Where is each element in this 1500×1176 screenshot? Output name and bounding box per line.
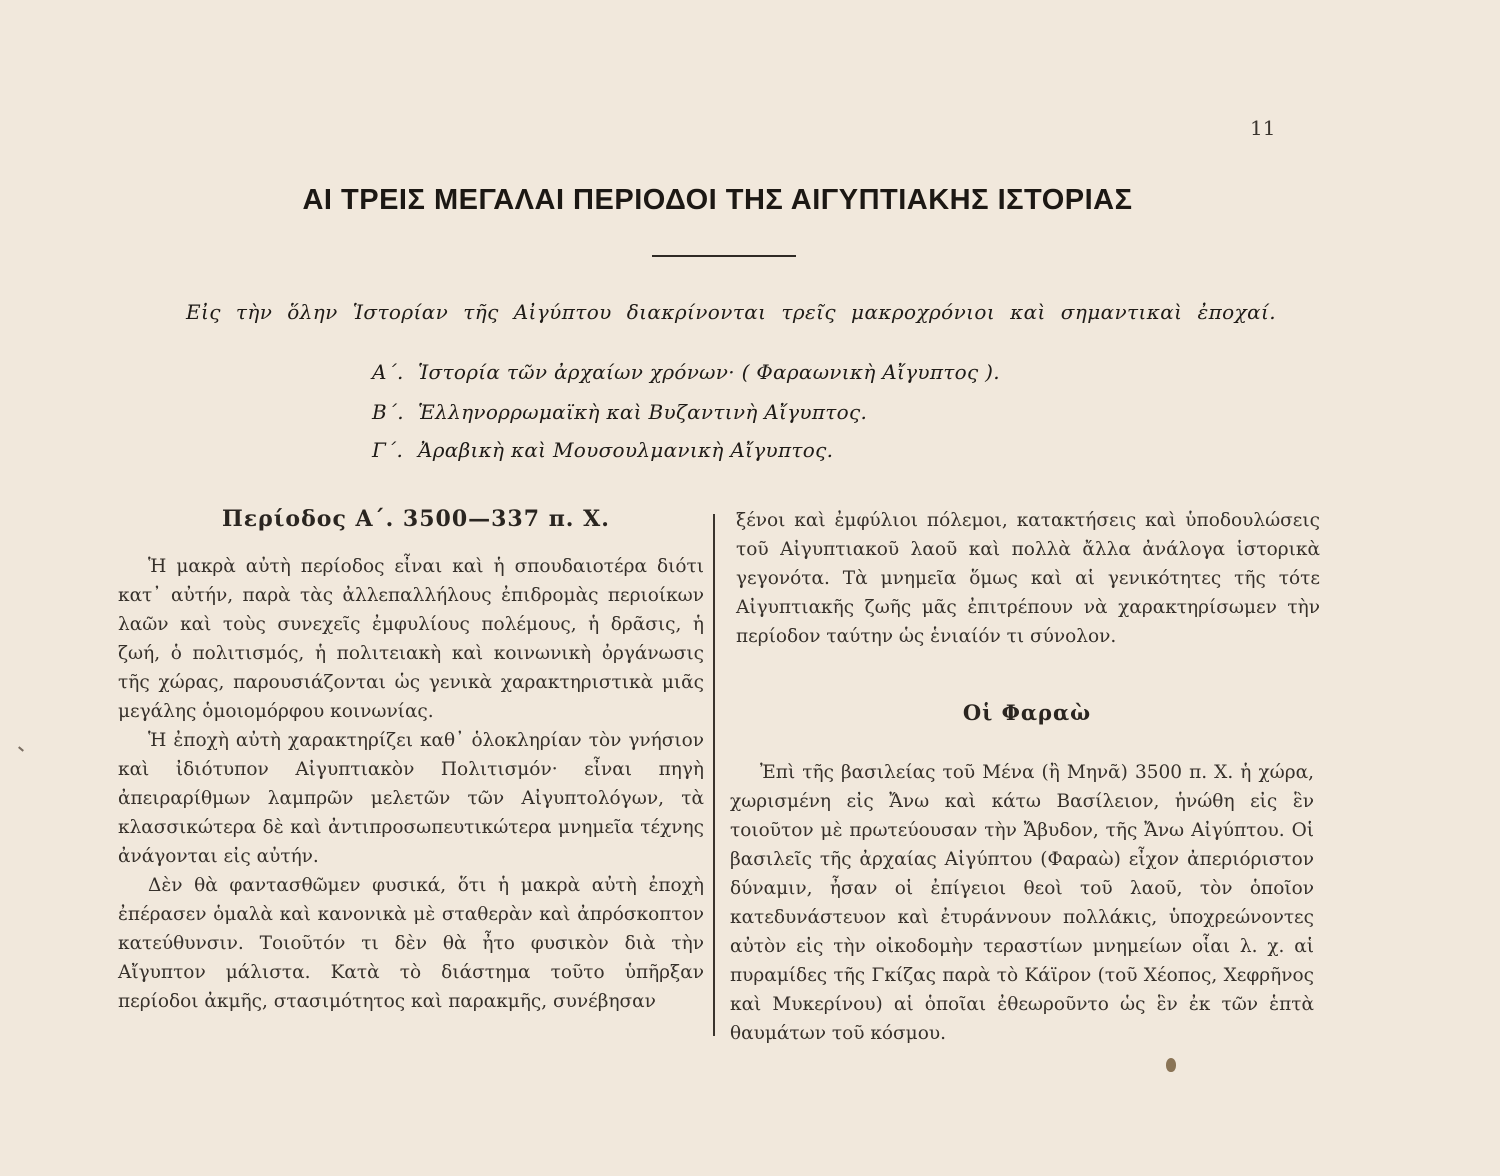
right-column-pharaohs [730, 758, 1314, 1048]
intro-sentence: Εἰς τὴν ὅλην Ἱστορίαν τῆς Αἰγύπτου διακρίνονται τρεῖς μακροχρόνιοι καὶ σημαντικαὶ ἐποχαί. [186, 300, 1276, 324]
paragraph: Ἡ ἐποχὴ αὐτὴ χαρακτηρίζει καθ᾽ ὁλοκληρίαν τὸν γνήσιον καὶ ἰδιότυπον Αἰγυπτιακὸν Πολιτισμόν· εἶναι πηγὴ ἀπειραρίθμων λαμπρῶν μελετῶν τῶν Αἰγυπτολόγων, τὰ κλασσικώτερα δὲ καὶ ἀντιπροσωπευτικώτερα μνημεῖα τέχνης ἀνάγονται εἰς αὐτήν. [118, 730, 704, 867]
epoch-number: Β΄. [372, 400, 404, 424]
ornament-icon [1166, 1058, 1176, 1072]
title-divider [652, 255, 796, 257]
epoch-number: Γ΄. [372, 438, 404, 462]
epoch-text: Ἑλληνορρωμαϊκὴ καὶ Βυζαντινὴ Αἴγυπτος. [418, 400, 868, 424]
page-title: ΑΙ ΤΡΕΙΣ ΜΕΓΑΛΑΙ ΠΕΡΙΟΔΟΙ ΤΗΣ ΑΙΓΥΠΤΙΑΚΗΣ ΙΣΤΟΡΙΑΣ [302, 184, 1133, 216]
right-column-continuation [736, 506, 1320, 651]
paragraph: ξένοι καὶ ἐμφύλιοι πόλεμοι, κατακτήσεις καὶ ὑποδουλώσεις τοῦ Αἰγυπτιακοῦ λαοῦ καὶ πολλὰ ἄλλα ἀνάλογα ἱστορικὰ γεγονότα. Τὰ μνημεῖα ὅμως καὶ αἱ γενικότητες τῆς τότε Αἰγυπτιακῆς ζωῆς μᾶς ἐπιτρέπουν νὰ χαρακτηρίσωμεν τὴν περίοδον ταύτην ὡς ἑνιαίόν τι σύνολον. [736, 510, 1320, 647]
column-divider [713, 514, 715, 1036]
epoch-item [372, 360, 1000, 384]
epoch-text: Ἀραβικὴ καὶ Μουσουλμανικὴ Αἴγυπτος. [418, 438, 834, 462]
margin-mark-icon [18, 746, 24, 751]
section-heading-pharaohs: Οἱ Φαραὼ [962, 700, 1092, 725]
epoch-text: Ἱστορία τῶν ἀρχαίων χρόνων· ( Φαραωνικὴ Αἴγυπτος ). [418, 360, 1000, 384]
left-column [118, 552, 704, 1016]
epoch-number: Α΄. [372, 360, 404, 384]
page-number: 11 [1250, 116, 1276, 140]
epoch-item [372, 400, 867, 424]
epoch-item [372, 438, 833, 462]
paragraph: Δὲν θὰ φαντασθῶμεν φυσικά, ὅτι ἡ μακρὰ αὐτὴ ἐποχὴ ἐπέρασεν ὁμαλὰ καὶ κανονικὰ μὲ σταθερὰν καὶ ἀπρόσκοπτον κατεύθυνσιν. Τοιοῦτόν τι δὲν θὰ ἦτο φυσικὸν διὰ τὴν Αἴγυπτον μάλιστα. Κατὰ τὸ διάστημα τοῦτο ὑπῆρξαν περίοδοι ἀκμῆς, στασιμότητος καὶ παρακμῆς, συνέβησαν [118, 875, 704, 1012]
section-heading-period-a: Περίοδος Α΄. 3500—337 π. Χ. [222, 506, 610, 532]
paragraph: Ἡ μακρὰ αὐτὴ περίοδος εἶναι καὶ ἡ σπουδαιοτέρα διότι κατ᾽ αὐτήν, παρὰ τὰς ἀλλεπαλλήλους ἐπιδρομὰς περιοίκων λαῶν καὶ τοὺς συνεχεῖς ἐμφυλίους πολέμους, ἡ δρᾶσις, ἡ ζωή, ὁ πολιτισμός, ἡ πολιτειακὴ καὶ κοινωνικὴ ὀργάνωσις τῆς χώρας, παρουσιάζονται ὡς γενικὰ χαρακτηριστικὰ μιᾶς μεγάλης ὁμοιομόρφου κοινωνίας. [118, 556, 704, 722]
paragraph: Ἐπὶ τῆς βασιλείας τοῦ Μένα (ἢ Μηνᾶ) 3500 π. Χ. ἡ χώρα, χωρισμένη εἰς Ἄνω καὶ κάτω Βασίλειον, ἡνώθη εἰς ἓν τοιοῦτον μὲ πρωτεύουσαν τὴν Ἄβυδον, τῆς Ἄνω Αἰγύπτου. Οἱ βασιλεῖς τῆς ἀρχαίας Αἰγύπτου (Φαραὼ) εἶχον ἀπεριόριστον δύναμιν, ἦσαν οἱ ἐπίγειοι θεοὶ τοῦ λαοῦ, τὸν ὁποῖον κατεδυνάστευον καὶ ἐτυράννουν πολλάκις, ὑποχρεώνοντες αὐτὸν εἰς τὴν οἰκοδομὴν τεραστίων μνημείων οἷαι λ. χ. αἱ πυραμίδες τῆς Γκίζας παρὰ τὸ Κάϊρον (τοῦ Χέοπος, Χεφρῆνος καὶ Μυκερίνου) αἱ ὁποῖαι ἐθεωροῦντο ὡς ἓν ἐκ τῶν ἑπτὰ θαυμάτων τοῦ κόσμου. [730, 762, 1314, 1044]
